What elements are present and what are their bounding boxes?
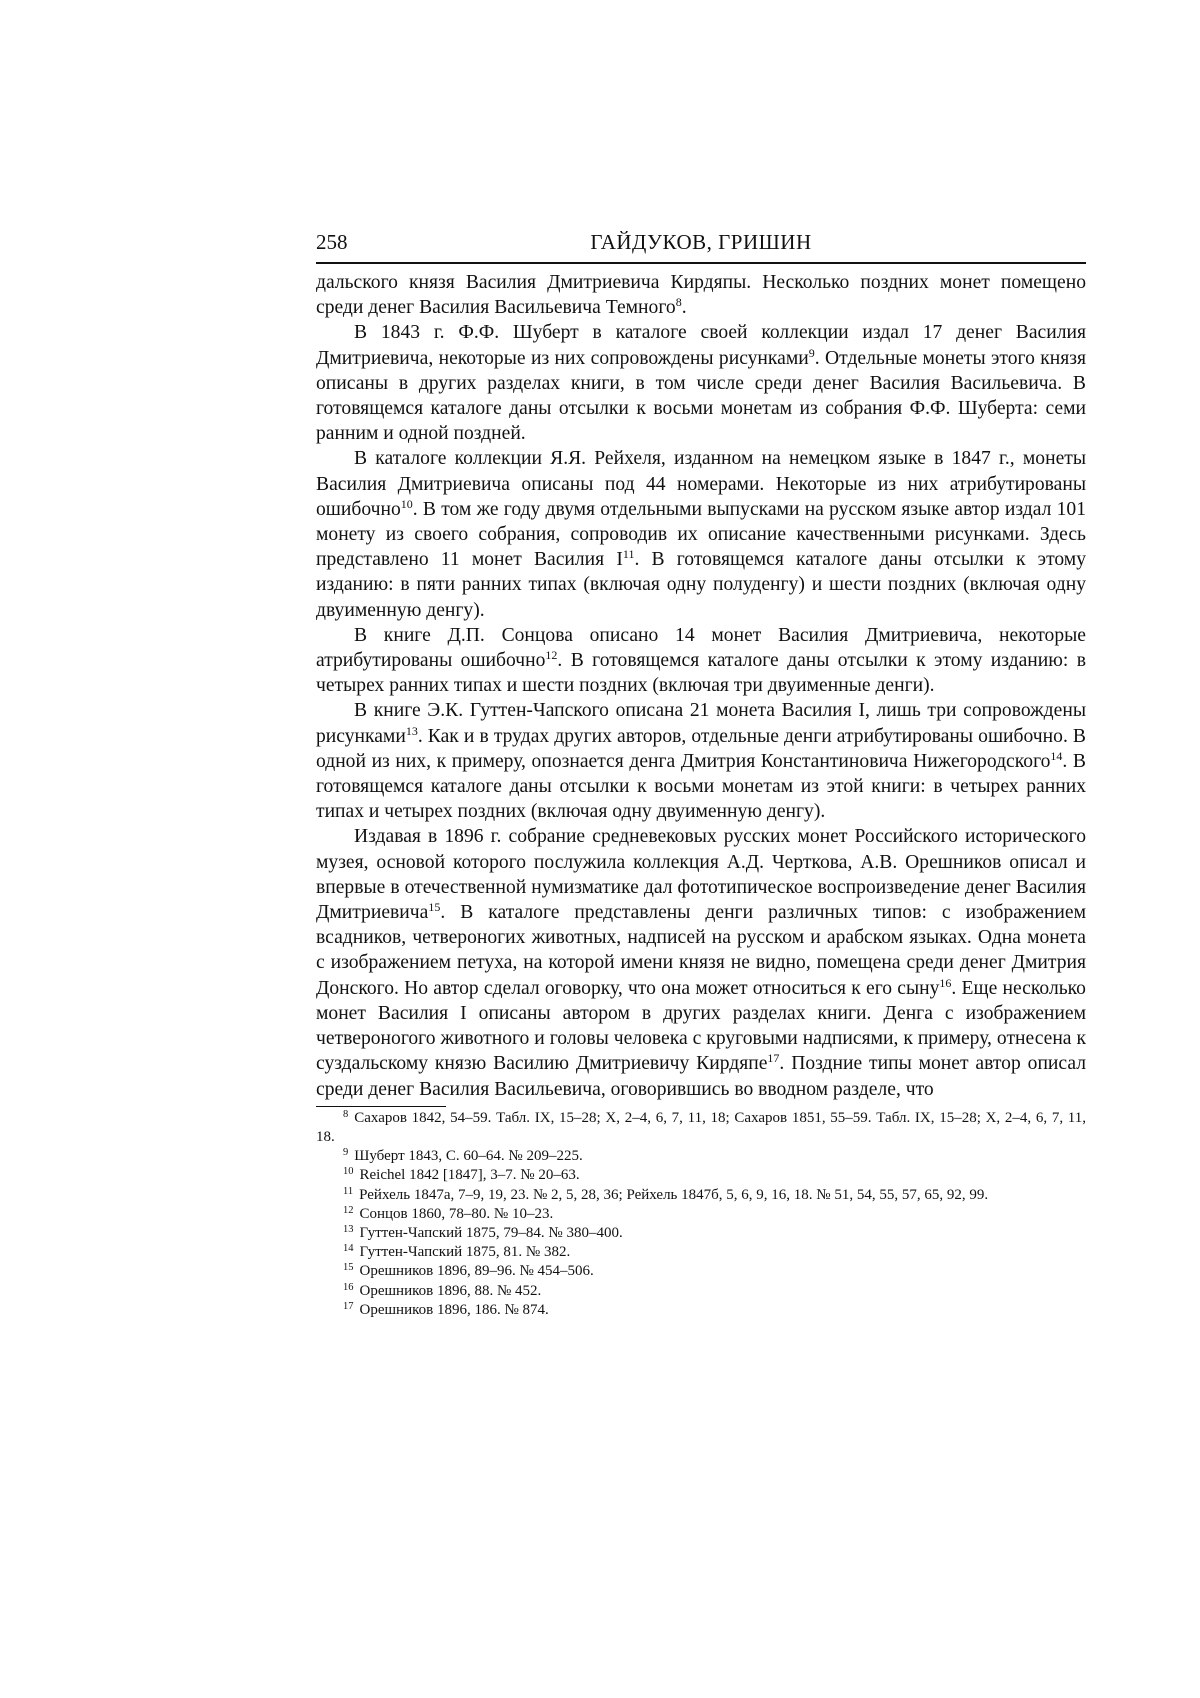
footnote-number: 8 — [343, 1108, 349, 1120]
footnote-ref: 8 — [675, 295, 682, 310]
paragraph-text: . — [681, 297, 687, 319]
footnote-ref: 14 — [1050, 748, 1063, 763]
paragraph-text: . В каталоге представлены денги различных типов: с изображением всадников, четвероногих животных, надписей на русском и арабском языках. Одна монета с изображением петуха, на которой имени князя не видно, помещена среди денег Дмитрия Донского. Но автор сделал оговорку, что она может относиться к его сыну — [316, 902, 1086, 999]
footnote — [316, 1243, 1086, 1262]
footnote-text: Орешников 1896, 186. № 874. — [359, 1301, 549, 1318]
footnote-ref: 10 — [400, 496, 413, 511]
footnote-ref: 11 — [622, 547, 635, 562]
footnote-text: Reichel 1842 [1847], 3–7. № 20–63. — [359, 1167, 580, 1184]
footnote-number: 10 — [343, 1166, 354, 1178]
body-text — [316, 270, 1086, 1102]
footnote-text: Сахаров 1842, 54–59. Табл. IX, 15–28; X, 2–4, 6, 7, 11, 18; Сахаров 1851, 55–59. Табл. IX, 15–28; X, 2–4, 6, 7, 11, 18. — [316, 1109, 1086, 1145]
paragraph-text: . В том же году двумя отдельными выпусками на русском языке автор издал 101 монету из своего собрания, сопроводив их описание качественными рисунками. Здесь представлено 11 монет Василия I — [316, 498, 1086, 571]
paragraph — [316, 320, 1086, 446]
footnote-text: Гуттен-Чапский 1875, 81. № 382. — [359, 1244, 571, 1261]
footnote — [316, 1224, 1086, 1243]
footnote-divider — [316, 1106, 446, 1107]
footnote-text: Сонцов 1860, 78–80. № 10–23. — [359, 1205, 554, 1222]
paragraph-text: . В готовящемся каталоге даны отсылки к этому изданию: в четырех ранних типах и шести поздних (включая три двуименные денги). — [316, 650, 1086, 697]
footnote-ref: 17 — [767, 1051, 780, 1066]
footnote-text: Орешников 1896, 89–96. № 454–506. — [359, 1263, 594, 1280]
footnote-text: Рейхель 1847а, 7–9, 19, 23. № 2, 5, 28, 36; Рейхель 1847б, 5, 6, 9, 16, 18. № 51, 54, 55, 57, 65, 92, 99. — [359, 1186, 989, 1203]
footnote — [316, 1282, 1086, 1301]
paragraph-text: . Отдельные монеты этого князя описаны в других разделах книги, в том числе среди денег Василия Васильевича. В готовящемся каталоге даны отсылки к восьми монетам из собрания Ф.Ф. Шуберта: семи ранним и одной поздней. — [316, 347, 1086, 445]
footnote-number: 12 — [343, 1204, 354, 1216]
page-number: 258 — [316, 230, 348, 254]
footnote-ref: 12 — [545, 648, 558, 663]
paragraph-text: . Поздние типы монет автор описал среди денег Василия Васильевича, оговорившись во вводном разделе, что — [316, 1053, 1086, 1100]
footnote-number: 9 — [343, 1147, 349, 1159]
footnote — [316, 1301, 1086, 1320]
paragraph-text: В книге Д.П. Сонцова описано 14 монет Василия Дмитриевича, некоторые атрибутированы ошибочно — [316, 624, 1086, 672]
footnote-number: 16 — [343, 1281, 354, 1293]
paragraph-text: . В готовящемся каталоге даны отсылки к восьми монетам из этой книги: в четырех ранних типах и четырех поздних (включая одну двуименную денгу). — [316, 750, 1086, 823]
footnote-number: 11 — [343, 1185, 354, 1197]
footnote — [316, 1262, 1086, 1281]
footnote — [316, 1205, 1086, 1224]
footnote-ref: 9 — [808, 345, 815, 360]
paragraph-text: . Еще несколько монет Василия I описаны автором в других разделах книги. Денга с изображением четвероногого животного и головы человека с круговыми надписями, к примеру, отнесена к суздальскому князю Василию Дмитриевичу Кирдяпе — [316, 977, 1086, 1075]
footnotes — [316, 1109, 1086, 1320]
paragraph — [316, 698, 1086, 824]
footnote — [316, 1186, 1086, 1205]
running-title: ГАЙДУКОВ, ГРИШИН — [590, 230, 812, 254]
footnote-ref: 13 — [405, 723, 418, 738]
footnote — [316, 1147, 1086, 1166]
footnote-text: Шуберт 1843, С. 60–64. № 209–225. — [354, 1148, 583, 1165]
footnote-ref: 16 — [939, 975, 952, 990]
paragraph-text: В каталоге коллекции Я.Я. Рейхеля, изданном на немецком языке в 1847 г., монеты Василия Дмитриевича описаны под 44 номерами. Некоторые из них атрибутированы ошибочно — [316, 448, 1086, 520]
page — [316, 228, 1086, 1320]
footnote — [316, 1109, 1086, 1147]
paragraph-text: В книге Э.К. Гуттен-Чапского описана 21 монета Василия I, лишь три сопровождены рисунками — [316, 700, 1086, 747]
paragraph — [316, 270, 1086, 320]
footnote-text: Гуттен-Чапский 1875, 79–84. № 380–400. — [359, 1224, 623, 1241]
footnote-number: 14 — [343, 1243, 354, 1255]
footnote-number: 15 — [343, 1262, 354, 1274]
footnote-number: 13 — [343, 1223, 354, 1235]
paragraph — [316, 824, 1086, 1101]
paragraph-text: В 1843 г. Ф.Ф. Шуберт в каталоге своей коллекции издал 17 денег Василия Дмитриевича, некоторые из них сопровождены рисунками — [316, 322, 1086, 369]
paragraph — [316, 446, 1086, 622]
page-header — [316, 228, 1086, 264]
footnote — [316, 1166, 1086, 1185]
paragraph — [316, 623, 1086, 699]
footnote-number: 17 — [343, 1300, 354, 1312]
footnote-text: Орешников 1896, 88. № 452. — [359, 1282, 542, 1299]
paragraph-text: . В готовящемся каталоге даны отсылки к этому изданию: в пяти ранних типах (включая одну полуденгу) и шести поздних (включая одну двуименную денгу). — [316, 549, 1086, 621]
paragraph-text: Издавая в 1896 г. собрание средневековых русских монет Российского исторического музея, основой которого послужила коллекция А.Д. Черткова, А.В. Орешников описал и впервые в отечественной нумизматике дал фототипическое воспроизведение денег Василия Дмитриевича — [316, 826, 1086, 924]
footnote-ref: 15 — [428, 900, 441, 915]
paragraph-text: . Как и в трудах других авторов, отдельные денги атрибутированы ошибочно. В одной из них, к примеру, опознается денга Дмитрия Константиновича Нижегородского — [316, 725, 1086, 772]
paragraph-text: дальского князя Василия Дмитриевича Кирдяпы. Несколько поздних монет помещено среди денег Василия Васильевича Темного — [316, 272, 1086, 319]
